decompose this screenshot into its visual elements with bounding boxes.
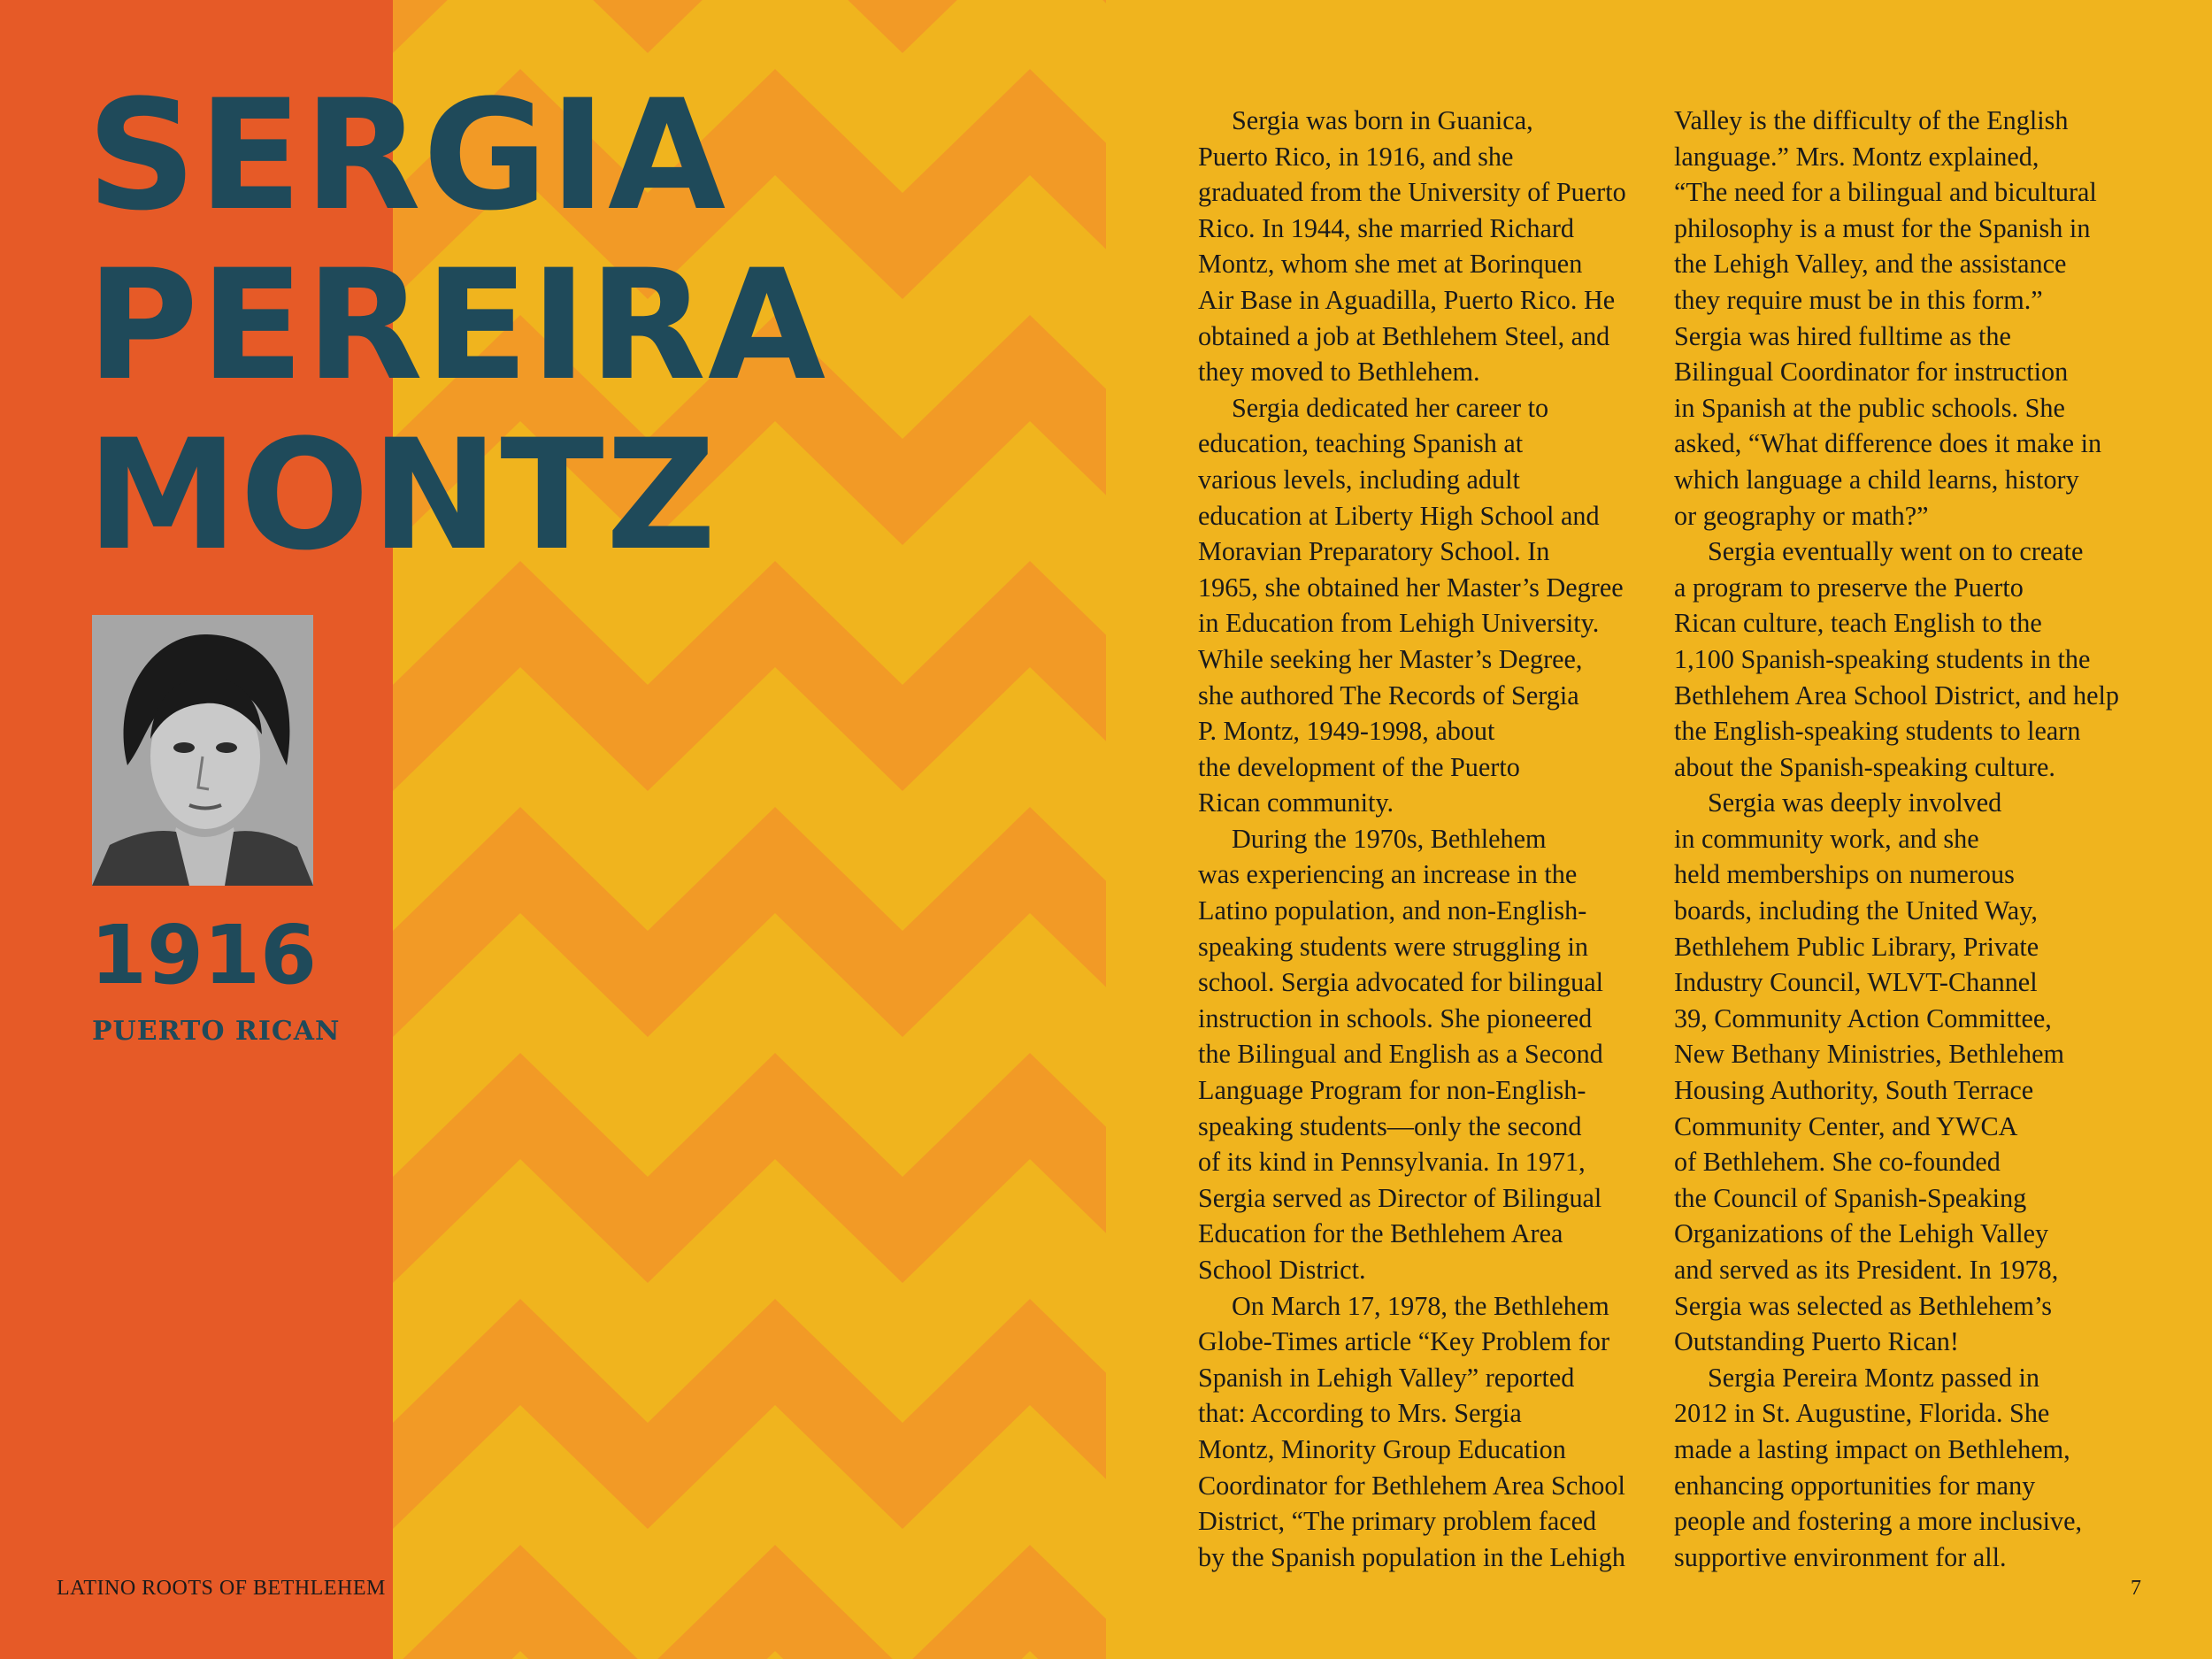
body-text-line: Latino population, and non-English-: [1198, 895, 1587, 926]
body-text-line: 1965, she obtained her Master’s Degree: [1198, 572, 1624, 603]
body-text-line: asked, “What difference does it make in: [1674, 428, 2102, 459]
body-text-line: Housing Authority, South Terrace: [1674, 1075, 2034, 1106]
body-text-line: Community Center, and YWCA: [1674, 1110, 2018, 1141]
body-text-line: speaking students—only the second: [1198, 1110, 1582, 1141]
body-text-line: Rican community.: [1198, 787, 1394, 818]
body-text-line: various levels, including adult: [1198, 464, 1520, 495]
body-text-line: Puerto Rico, in 1916, and she: [1198, 141, 1514, 172]
heritage-label: PUERTO RICAN: [92, 1016, 341, 1047]
body-text-line: of its kind in Pennsylvania. In 1971,: [1198, 1147, 1586, 1178]
title-line: PEREIRA: [87, 236, 828, 414]
body-text-line: education at Liberty High School and: [1198, 500, 1600, 531]
body-text-line: Sergia was born in Guanica,: [1232, 105, 1533, 135]
body-text-line: she authored The Records of Sergia: [1198, 680, 1579, 710]
chevron-stripe: [393, 0, 1106, 53]
text-column-right: [1674, 103, 2143, 1575]
body-text-line: a program to preserve the Puerto: [1674, 572, 2024, 603]
body-text-line: the Lehigh Valley, and the assistance: [1674, 249, 2067, 280]
body-text-line: 1,100 Spanish-speaking students in the: [1674, 643, 2091, 674]
body-text-line: Moravian Preparatory School. In: [1198, 536, 1550, 567]
body-text-line: Sergia was hired fulltime as the: [1674, 320, 2011, 351]
body-text-line: Outstanding Puerto Rican!: [1674, 1326, 1959, 1357]
body-text-line: the Bilingual and English as a Second: [1198, 1039, 1603, 1070]
body-text-line: school. Sergia advocated for bilingual: [1198, 967, 1604, 998]
body-text-line: 39, Community Action Committee,: [1674, 1002, 2052, 1033]
body-text-line: Sergia was deeply involved: [1708, 787, 2002, 818]
body-text-line: and served as its President. In 1978,: [1674, 1255, 2059, 1285]
body-text-line: Industry Council, WLVT-Channel: [1674, 967, 2038, 998]
body-text-line: Education for the Bethlehem Area: [1198, 1218, 1563, 1249]
body-text-line: Montz, whom she met at Borinquen: [1198, 249, 1583, 280]
body-text-line: made a lasting impact on Bethlehem,: [1674, 1433, 2070, 1464]
body-text-line: Sergia eventually went on to create: [1708, 536, 2084, 567]
body-text-line: language.” Mrs. Montz explained,: [1674, 141, 2039, 172]
body-text-line: education, teaching Spanish at: [1198, 428, 1524, 459]
body-text-line: the development of the Puerto: [1198, 751, 1520, 782]
body-text-line: Sergia Pereira Montz passed in: [1708, 1362, 2040, 1393]
birth-year: 1916: [90, 908, 318, 1002]
body-text-line: “The need for a bilingual and bicultural: [1674, 177, 2097, 208]
body-text-line: Valley is the difficulty of the English: [1674, 105, 2069, 135]
body-text-line: they require must be in this form.”: [1674, 284, 2043, 315]
title-line: SERGIA: [87, 66, 728, 244]
body-text-line: Sergia dedicated her career to: [1232, 392, 1549, 423]
body-text-line: of Bethlehem. She co-founded: [1674, 1147, 2001, 1178]
body-text-line: by the Spanish population in the Lehigh: [1198, 1541, 1625, 1572]
body-text-line: which language a child learns, history: [1674, 464, 2079, 495]
body-text-line: Bethlehem Area School District, and help: [1674, 680, 2120, 710]
body-text-line: Rican culture, teach English to the: [1674, 608, 2042, 639]
body-text-line: that: According to Mrs. Sergia: [1198, 1398, 1522, 1429]
page-number: 7: [2131, 1577, 2141, 1600]
body-text-line: 2012 in St. Augustine, Florida. She: [1674, 1398, 2050, 1429]
body-text-line: boards, including the United Way,: [1674, 895, 2038, 926]
body-text-line: philosophy is a must for the Spanish in: [1674, 212, 2091, 243]
body-text-line: obtained a job at Bethlehem Steel, and: [1198, 320, 1610, 351]
body-text-line: was experiencing an increase in the: [1198, 859, 1578, 890]
body-text-line: Rico. In 1944, she married Richard: [1198, 212, 1575, 243]
chevron-stripe: [393, 1545, 1106, 1659]
body-text-line: enhancing opportunities for many: [1674, 1470, 2036, 1501]
body-text-line: in Education from Lehigh University.: [1198, 608, 1600, 639]
title-line: MONTZ: [87, 406, 718, 584]
body-text-line: District, “The primary problem faced: [1198, 1506, 1597, 1537]
body-text-line: Montz, Minority Group Education: [1198, 1433, 1566, 1464]
body-text-line: School District.: [1198, 1255, 1366, 1285]
body-text-line: held memberships on numerous: [1674, 859, 2015, 890]
body-text-line: in Spanish at the public schools. She: [1674, 392, 2065, 423]
body-text-line: Sergia was selected as Bethlehem’s: [1674, 1290, 2052, 1321]
body-text-line: or geography or math?”: [1674, 500, 1929, 531]
body-text-line: Air Base in Aguadilla, Puerto Rico. He: [1198, 284, 1616, 315]
chevron-stripe: [393, 1053, 1106, 1283]
body-text-line: Spanish in Lehigh Valley” reported: [1198, 1362, 1575, 1393]
body-text-line: the Council of Spanish-Speaking: [1674, 1182, 2027, 1213]
body-text-line: New Bethany Ministries, Bethlehem: [1674, 1039, 2064, 1070]
body-text-line: supportive environment for all.: [1674, 1541, 2007, 1572]
body-text-line: Organizations of the Lehigh Valley: [1674, 1218, 2049, 1249]
body-text-line: Language Program for non-English-: [1198, 1075, 1586, 1106]
chevron-stripe: [393, 561, 1106, 791]
body-text-line: in community work, and she: [1674, 823, 1979, 854]
body-text-line: graduated from the University of Puerto: [1198, 177, 1626, 208]
chevron-stripe: [393, 807, 1106, 1037]
body-text-line: instruction in schools. She pioneered: [1198, 1002, 1593, 1033]
body-text-line: speaking students were struggling in: [1198, 931, 1589, 962]
body-text-line: Sergia served as Director of Bilingual: [1198, 1182, 1602, 1213]
body-text-line: Bilingual Coordinator for instruction: [1674, 357, 2069, 388]
footer-publication-title: LATINO ROOTS OF BETHLEHEM: [57, 1577, 386, 1600]
body-text-line: During the 1970s, Bethlehem: [1232, 823, 1547, 854]
chevron-stripe: [393, 1299, 1106, 1529]
body-text-line: the English-speaking students to learn: [1674, 716, 2081, 747]
body-text-line: Globe-Times article “Key Problem for: [1198, 1326, 1610, 1357]
body-text-line: about the Spanish-speaking culture.: [1674, 751, 2055, 782]
body-text-line: Coordinator for Bethlehem Area School: [1198, 1470, 1625, 1501]
page-title: [87, 66, 828, 584]
body-text-line: On March 17, 1978, the Bethlehem: [1232, 1290, 1609, 1321]
body-text-line: P. Montz, 1949-1998, about: [1198, 716, 1495, 747]
portrait-photo: [92, 615, 313, 886]
body-text-line: While seeking her Master’s Degree,: [1198, 643, 1583, 674]
body-text-line: they moved to Bethlehem.: [1198, 357, 1480, 388]
body-text-line: Bethlehem Public Library, Private: [1674, 931, 2039, 962]
text-column-left: [1198, 103, 1667, 1575]
body-text-line: people and fostering a more inclusive,: [1674, 1506, 2083, 1537]
